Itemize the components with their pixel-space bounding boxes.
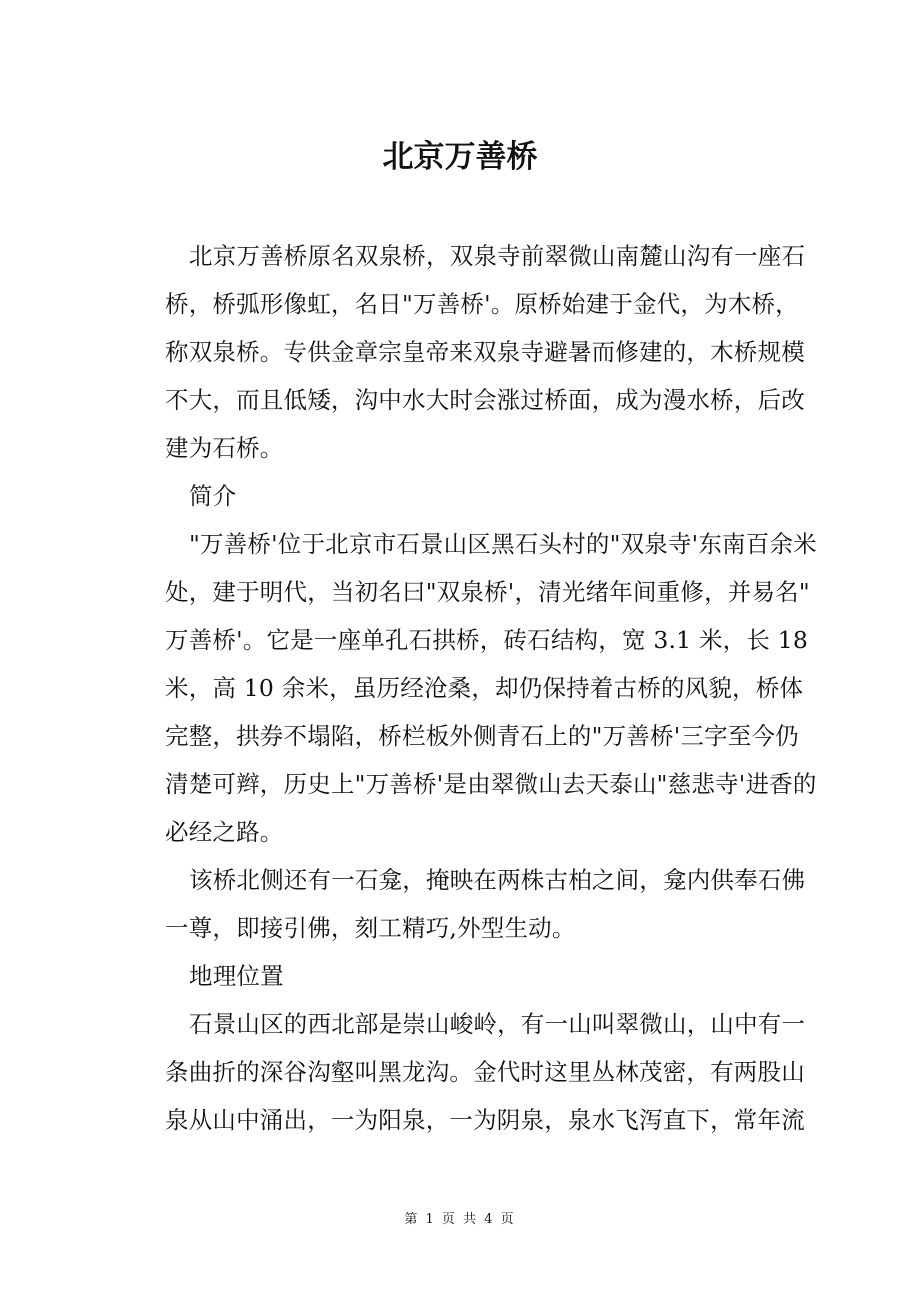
text-line: 建为石桥。 [165, 434, 284, 462]
text-line: 称双泉桥。专供金章宗皇帝来双泉寺避暑而修建的，木桥规模 [165, 338, 805, 366]
text-line: 必经之路。 [165, 818, 284, 846]
page-footer: 第 1 页 共 4 页 [404, 1212, 516, 1227]
text-line: 石景山区的西北部是崇山峻岭，有一山叫翠微山，山中有一 [189, 1010, 806, 1038]
text-line: 简介 [189, 482, 237, 510]
text-line: 泉从山中涌出，一为阳泉，一为阴泉，泉水飞泻直下，常年流 [165, 1106, 805, 1134]
text-line: 米，高 10 余米，虽历经沧桑，却仍保持着古桥的风貌，桥体 [165, 674, 804, 702]
text-line: 万善桥'。它是一座单孔石拱桥，砖石结构，宽 3.1 米，长 18 [165, 626, 809, 654]
text-line: 条曲折的深谷沟壑叫黑龙沟。金代时这里丛林茂密，有两股山 [165, 1058, 805, 1086]
text-line: 不大，而且低矮，沟中水大时会涨过桥面，成为漫水桥，后改 [165, 386, 805, 414]
text-line: 处，建于明代，当初名曰"双泉桥'，清光绪年间重修，并易名" [165, 578, 810, 606]
text-line: 该桥北侧还有一石龛，掩映在两株古柏之间，龛内供奉石佛 [189, 866, 806, 894]
text-line: 清楚可辫，历史上"万善桥'是由翠微山去天泰山"慈悲寺'进香的 [165, 770, 817, 798]
text-line: "万善桥'位于北京市石景山区黑石头村的"双泉寺'东南百余米 [189, 530, 817, 558]
text-line: 桥，桥弧形像虹，名日"万善桥'。原桥始建于金代，为木桥， [165, 290, 799, 318]
text-line: 一尊，即接引佛，刻工精巧,外型生动。 [165, 914, 576, 942]
text-line: 北京万善桥原名双泉桥，双泉寺前翠微山南麓山沟有一座石 [189, 242, 806, 270]
text-line: 地理位置 [189, 962, 284, 990]
document-title: 北京万善桥 [382, 139, 538, 175]
document-body [165, 232, 817, 1144]
text-line: 完整，拱券不塌陷，桥栏板外侧青石上的"万善桥'三字至今仍 [165, 722, 799, 750]
